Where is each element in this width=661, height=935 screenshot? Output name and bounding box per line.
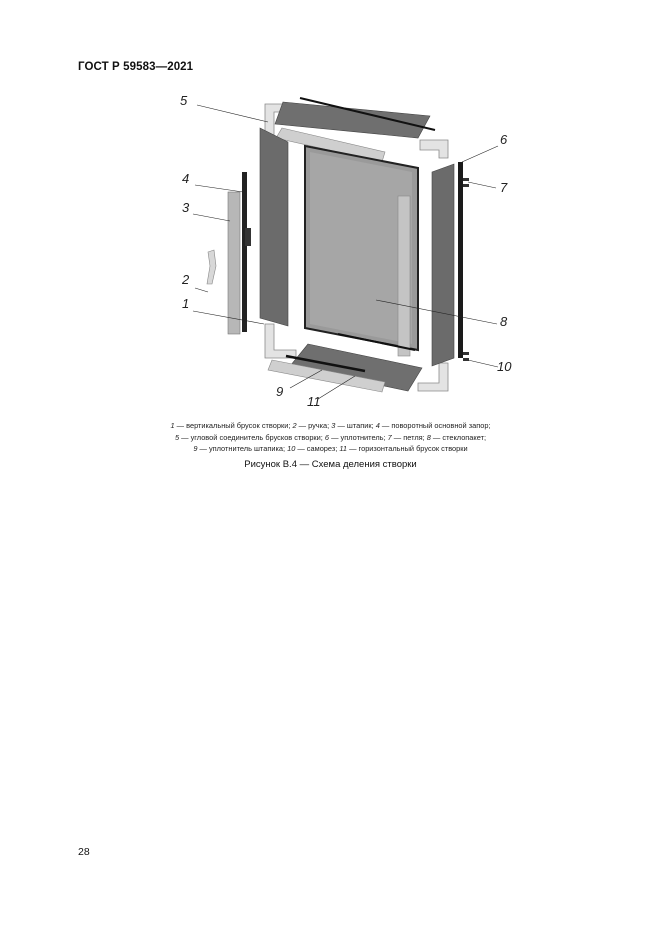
rotary-lock-bar xyxy=(242,172,247,332)
glazing-bead-right xyxy=(398,196,410,356)
callout-11: 11 xyxy=(307,394,321,408)
callout-8: 8 xyxy=(500,314,508,329)
callout-3: 3 xyxy=(182,200,190,215)
callout-4: 4 xyxy=(182,171,190,186)
callout-1: 1 xyxy=(182,296,190,311)
figure-caption: Рисунок В.4 — Схема деления створки xyxy=(244,459,417,470)
glazing-bead-left xyxy=(228,192,240,334)
handle xyxy=(207,250,216,284)
exploded-sash-diagram xyxy=(150,88,530,408)
callout-7: 7 xyxy=(500,180,508,195)
hinges-and-screws xyxy=(463,178,469,361)
legend-line-1: 1 — вертикальный брусок створки; 2 — ручка; 3 — штапик; 4 — поворотный основной запор; xyxy=(170,421,491,430)
callout-2: 2 xyxy=(182,272,190,287)
callout-9: 9 xyxy=(276,384,284,399)
document-standard-number: ГОСТ Р 59583—2021 xyxy=(78,61,194,73)
legend-line-2: 5 — угловой соединитель брусков створки; 6 — уплотнитель; 7 — петля; 8 — стеклопакет; xyxy=(174,432,487,442)
callout-6: 6 xyxy=(500,132,508,147)
right-vertical-profile xyxy=(432,164,454,366)
callout-10: 10 xyxy=(497,359,512,374)
legend-line-3: 9 — уплотнитель штапика; 10 — саморез; 11 — горизонтальный брусок створки xyxy=(193,444,468,454)
figure-legend xyxy=(100,420,561,455)
page-number: 28 xyxy=(78,846,90,858)
left-vertical-profile xyxy=(260,128,288,326)
callout-5: 5 xyxy=(180,93,188,108)
seal-strip xyxy=(458,162,463,358)
